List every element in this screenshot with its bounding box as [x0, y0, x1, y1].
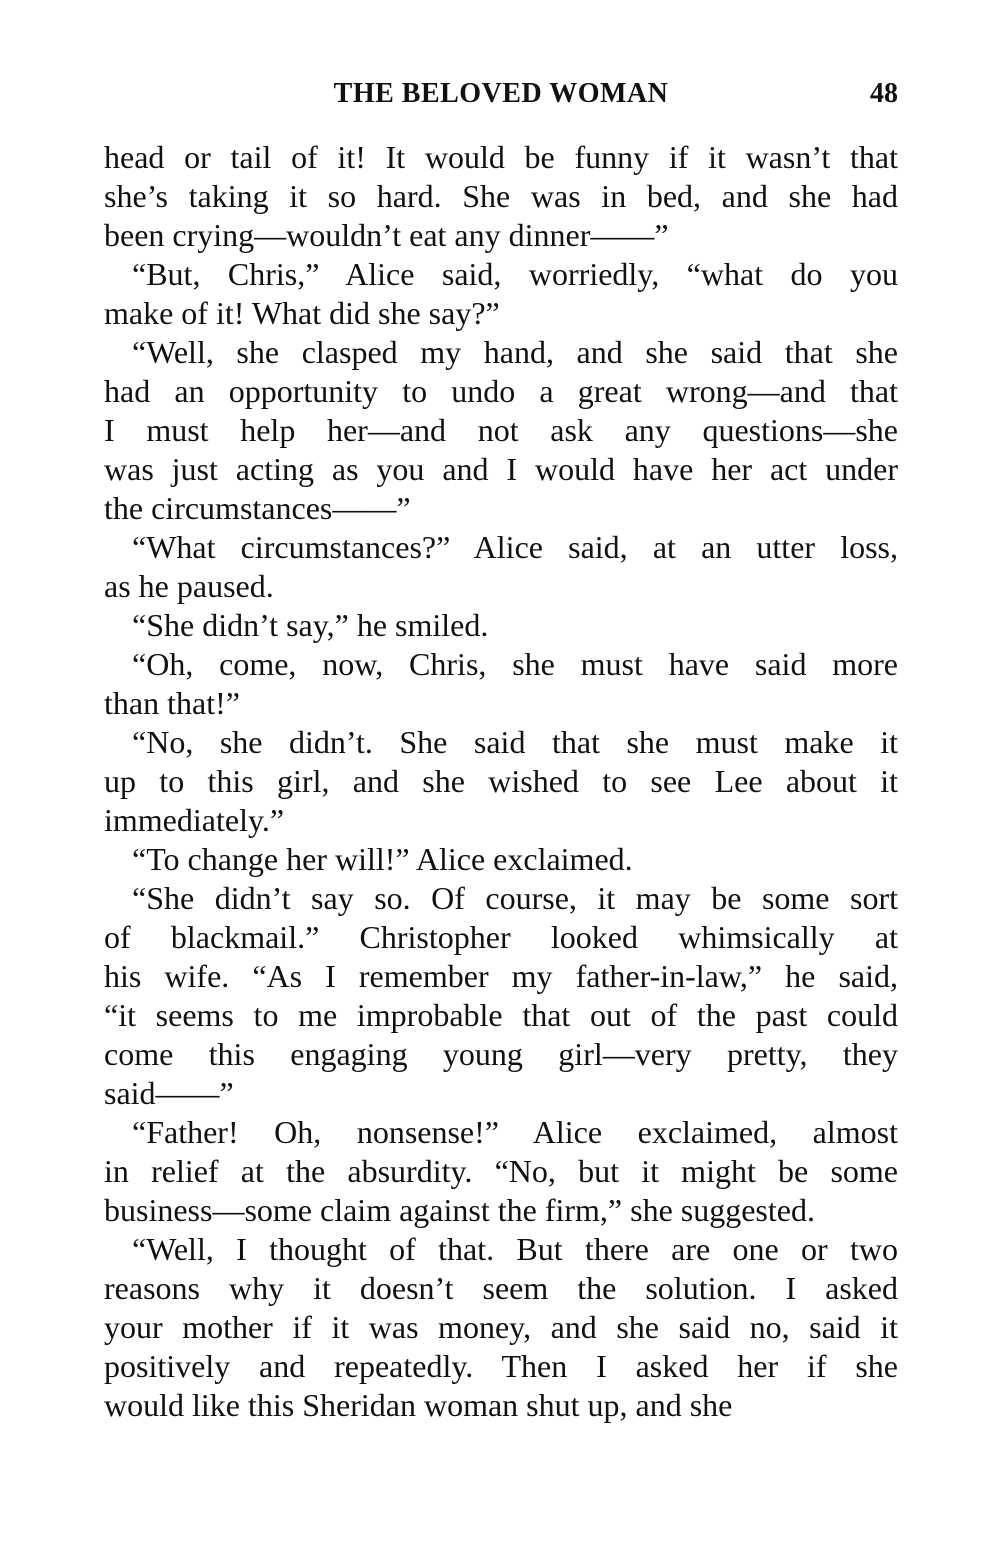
- text-line: positively and repeatedly. Then I asked her if she: [104, 1348, 898, 1384]
- text-line: immediately.”: [104, 802, 285, 838]
- text-line: was just acting as you and I would have her act under: [104, 451, 898, 487]
- text-line: the circumstances——”: [104, 490, 411, 526]
- text-line: “But, Chris,” Alice said, worriedly, “what do you: [132, 256, 898, 292]
- body-text: [104, 138, 898, 1425]
- text-line: had an opportunity to undo a great wrong—and that: [104, 373, 898, 409]
- paragraph: [104, 1113, 898, 1230]
- paragraph: [104, 606, 898, 645]
- paragraph: [104, 645, 898, 723]
- text-line: “What circumstances?” Alice said, at an utter loss,: [132, 529, 898, 565]
- text-line: business—some claim against the firm,” she suggested.: [104, 1192, 815, 1228]
- paragraph: [104, 723, 898, 840]
- text-line: I must help her—and not ask any questions—she: [104, 412, 898, 448]
- text-line: “Father! Oh, nonsense!” Alice exclaimed, almost: [132, 1114, 898, 1150]
- text-line: of blackmail.” Christopher looked whimsically at: [104, 919, 898, 955]
- text-line: make of it! What did she say?”: [104, 295, 500, 331]
- text-line: in relief at the absurdity. “No, but it might be some: [104, 1153, 898, 1189]
- page-header: [104, 78, 898, 122]
- running-title: THE BELOVED WOMAN: [333, 78, 669, 109]
- paragraph: [104, 333, 898, 528]
- text-line: as he paused.: [104, 568, 274, 604]
- paragraph: [104, 879, 898, 1113]
- page-number: 48: [870, 78, 898, 109]
- paragraph: [104, 840, 898, 879]
- paragraph: [104, 255, 898, 333]
- paragraph: [104, 528, 898, 606]
- text-line: than that!”: [104, 685, 240, 721]
- text-line: “She didn’t say so. Of course, it may be some sort: [132, 880, 898, 916]
- text-line: said——”: [104, 1075, 234, 1111]
- text-line: “Well, I thought of that. But there are one or two: [132, 1231, 898, 1267]
- text-line: up to this girl, and she wished to see Lee about it: [104, 763, 898, 799]
- text-line: come this engaging young girl—very pretty, they: [104, 1036, 898, 1072]
- text-line: “Well, she clasped my hand, and she said that she: [132, 334, 898, 370]
- text-line: “Oh, come, now, Chris, she must have said more: [132, 646, 898, 682]
- text-line: head or tail of it! It would be funny if it wasn’t that: [104, 139, 898, 175]
- text-line: she’s taking it so hard. She was in bed, and she had: [104, 178, 898, 214]
- text-line: “She didn’t say,” he smiled.: [132, 607, 489, 643]
- paragraph: [104, 1230, 898, 1425]
- text-line: “it seems to me improbable that out of the past could: [104, 997, 898, 1033]
- text-line: reasons why it doesn’t seem the solution. I asked: [104, 1270, 898, 1306]
- text-line: “To change her will!” Alice exclaimed.: [132, 841, 633, 877]
- text-line: “No, she didn’t. She said that she must make it: [132, 724, 898, 760]
- paragraph: [104, 138, 898, 255]
- text-line: your mother if it was money, and she said no, said it: [104, 1309, 898, 1345]
- text-line: been crying—wouldn’t eat any dinner——”: [104, 217, 669, 253]
- text-line: would like this Sheridan woman shut up, and she: [104, 1387, 733, 1423]
- text-line: his wife. “As I remember my father-in-law,” he said,: [104, 958, 898, 994]
